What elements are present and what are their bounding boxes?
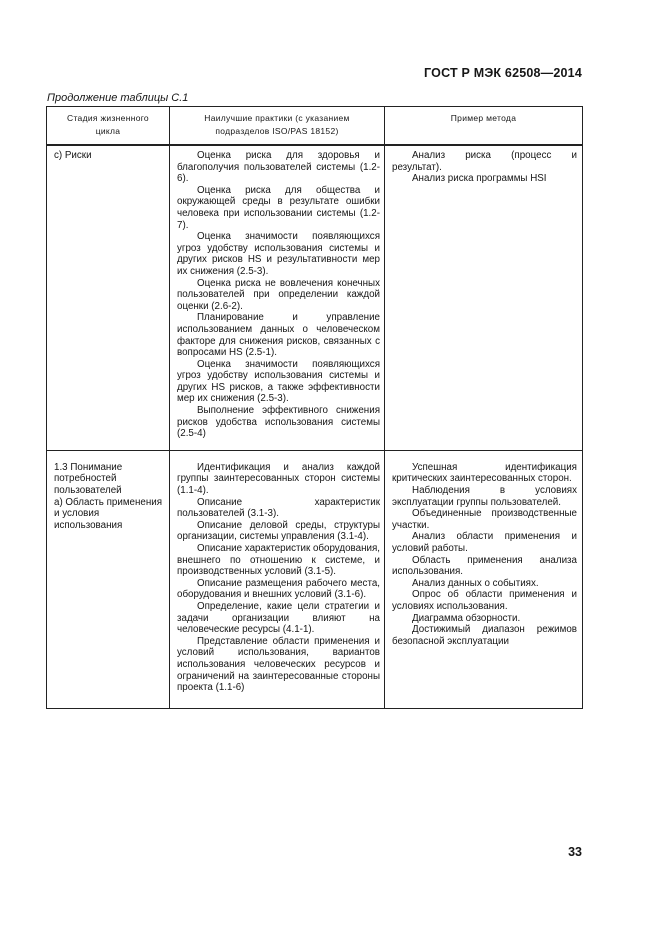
column-header-example: Пример метода (385, 107, 583, 146)
example-item: Диаграмма обзорности. (412, 612, 521, 624)
example-item: Анализ области применения и условий работы. (392, 531, 577, 554)
practice-item: Планирование и управление использованием данных о человеческом факторе для снижения рисков, связанных с вопросами HS (2.5-1). (177, 312, 380, 359)
example-cell (385, 145, 583, 450)
example-cell (385, 450, 583, 708)
practice-item: Выполнение эффективного снижения рисков удобства использования системы (2.5-4) (177, 405, 380, 440)
practice-item: Описание характеристик пользователей (3.1-3). (177, 496, 380, 520)
example-item: Область применения анализа использования. (392, 554, 577, 578)
table-caption: Продолжение таблицы С.1 (47, 92, 189, 104)
example-item: Анализ данных о событиях. (412, 577, 539, 589)
column-header-practices: Наилучшие практики (с указанием подразделов ISO/PAS 18152) (170, 107, 385, 146)
example-item: Наблюдения в условиях эксплуатации группы пользователей. (392, 485, 577, 508)
practice-item: Представление области применения и условий использования, вариантов использования человеческих ресурсов и ограничений на заинтересованные стороны проекта (1.1-6) (177, 635, 380, 694)
table-row (47, 145, 583, 450)
practices-cell (170, 450, 385, 708)
example-item: Анализ риска программы HSI (412, 173, 547, 185)
practice-item: Идентификация и анализ каждой группы заинтересованных сторон системы (1.1-4). (177, 461, 380, 497)
practice-item: Оценка риска для здоровья и благополучия пользователей системы (1.2-6). (177, 150, 380, 185)
stage-cell (47, 450, 170, 708)
stage-text: с) Риски (54, 150, 92, 161)
example-item: Объединенные производственные участки. (392, 508, 577, 531)
example-item: Опрос об области применения и условиях использования. (392, 589, 577, 612)
example-item: Успешная идентификация критических заинтересованных сторон. (392, 461, 577, 485)
stage-text: 1.3 Понимание потребностей пользователей (54, 461, 123, 497)
practice-item: Оценка значимости появляющихся угроз удобству использования системы и других HS рисков, а также эффективности мер их снижения (2.5-3). (177, 358, 380, 405)
practice-item: Описание характеристик оборудования, внешнего по отношению к системе, и производственных условий (3.1-5). (177, 543, 380, 578)
practice-item: Описание размещения рабочего места, оборудования и внешних условий (3.1-6). (177, 577, 380, 601)
example-item: Достижимый диапазон режимов безопасной эксплуатации (392, 624, 577, 647)
table-row (47, 450, 583, 708)
stage-cell (47, 145, 170, 450)
practice-item: Оценка риска для общества и окружающей среды в результате ошибки человека при использовании системы (1.2-7). (177, 184, 380, 231)
practice-item: Оценка значимости появляющихся угроз удобству использования системы и других рисков HS и результативности мер их снижения (2.5-3). (177, 231, 380, 277)
standard-designation: ГОСТ Р МЭК 62508—2014 (424, 66, 582, 80)
column-header-stage: Стадия жизненного цикла (47, 107, 170, 146)
practices-cell (170, 145, 385, 450)
practice-item: Определение, какие цели стратегии и задачи организации влияют на человеческие ресурсы (4.1-1). (177, 600, 380, 636)
page-number: 33 (568, 845, 582, 859)
practice-item: Оценка риска не вовлечения конечных пользователей при определении каждой оценки (2.6-2). (177, 277, 380, 312)
practice-item: Описание деловой среды, структуры организации, системы управления (3.1-4). (177, 519, 380, 543)
practices-table (46, 106, 583, 709)
example-item: Анализ риска (процесс и результат). (392, 150, 577, 173)
table-header-row (47, 107, 583, 146)
stage-text: а) Область применения и условия использования (54, 496, 163, 531)
